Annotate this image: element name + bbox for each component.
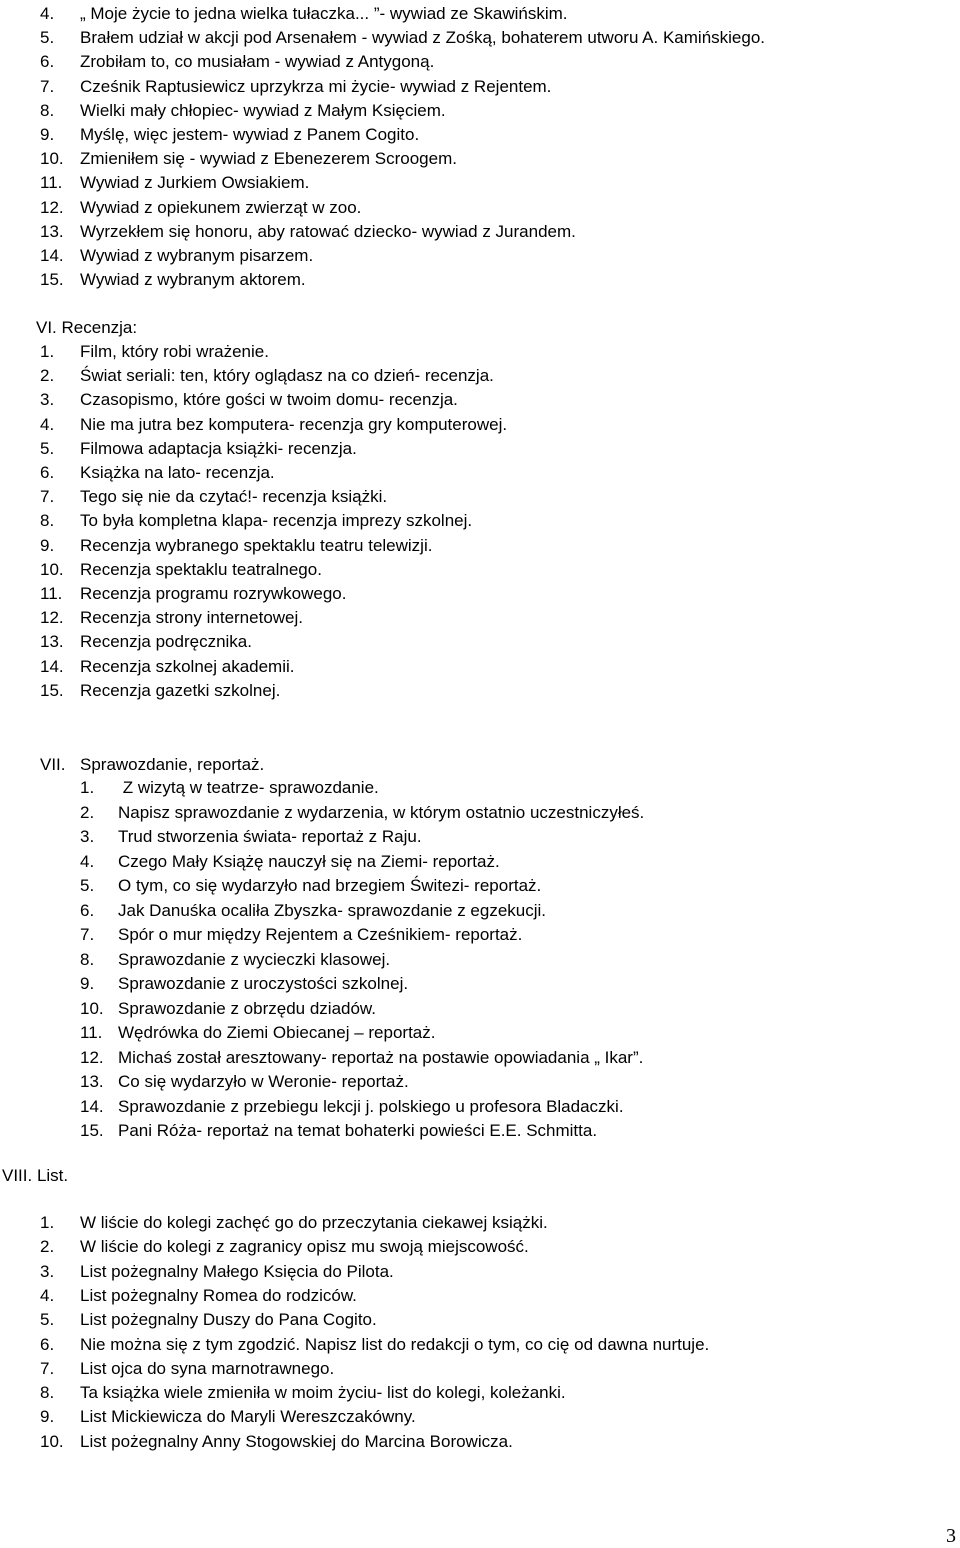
letter-topic-item <box>0 1432 960 1452</box>
review-topic-item-number: 7. <box>40 487 55 507</box>
report-topic-item <box>0 803 960 823</box>
interview-topic-item <box>0 222 960 242</box>
report-topic-item-number: 2. <box>80 802 95 822</box>
interview-topic-item-number: 4. <box>40 4 55 23</box>
interview-topic-item-text: Wywiad z Jurkiem Owsiakiem. <box>80 173 310 193</box>
letter-topic-item <box>0 1286 960 1306</box>
letter-topic-item-number: 2. <box>40 1237 55 1257</box>
report-topic-item-number: 12. <box>80 1047 104 1067</box>
letter-topic-item-text: Ta książka wiele zmieniła w moim życiu- list do kolegi, koleżanki. <box>80 1383 566 1403</box>
review-topic-item-text: Tego się nie da czytać!- recenzja książki. <box>80 487 388 507</box>
report-topic-item <box>0 901 960 921</box>
letter-topic-item <box>0 1213 960 1233</box>
interview-topic-item <box>0 125 960 145</box>
letter-topic-item <box>0 1310 960 1330</box>
report-topic-item-text: O tym, co się wydarzyło nad brzegiem Świtezi- reportaż. <box>118 876 542 895</box>
interview-topic-item-number: 15. <box>40 270 64 290</box>
review-topic-item-number: 14. <box>40 656 64 676</box>
report-topic-item-text: Z wizytą w teatrze- sprawozdanie. <box>118 778 379 797</box>
review-topic-item <box>0 608 960 628</box>
review-topic-item <box>0 342 960 362</box>
interview-topic-item-number: 13. <box>40 221 64 241</box>
review-topic-item-number: 6. <box>40 463 55 482</box>
review-topic-item-text: Recenzja wybranego spektaklu teatru telewizji. <box>80 535 433 555</box>
review-topic-item <box>0 439 960 459</box>
letter-topic-item-number: 6. <box>40 1334 55 1354</box>
report-topic-item <box>0 1121 960 1141</box>
report-topic-item-number: 5. <box>80 876 95 895</box>
letter-topic-item-text: List pożegnalny Romea do rodziców. <box>80 1285 357 1305</box>
section-vii-heading-title: Sprawozdanie, reportaż. <box>80 755 265 774</box>
interview-topic-item-text: Wywiad z wybranym aktorem. <box>80 270 306 290</box>
report-topic-item <box>0 876 960 896</box>
interview-topic-item-text: Myślę, więc jestem- wywiad z Panem Cogito. <box>80 125 420 144</box>
review-topic-item-text: Film, który robi wrażenie. <box>80 342 269 361</box>
report-topic-item-text: Michaś został aresztowany- reportaż na postawie opowiadania „ Ikar”. <box>118 1047 644 1067</box>
interview-topic-item <box>0 101 960 121</box>
letter-topic-item-number: 4. <box>40 1285 55 1305</box>
review-topic-item-number: 4. <box>40 414 55 434</box>
report-topic-item-number: 7. <box>80 925 95 944</box>
interview-topic-item-text: Cześnik Raptusiewicz uprzykrza mi życie- wywiad z Rejentem. <box>80 76 552 96</box>
letter-topic-item-number: 8. <box>40 1383 55 1403</box>
review-topic-item-number: 1. <box>40 342 55 361</box>
review-topic-item <box>0 366 960 386</box>
interview-topic-item-number: 8. <box>40 100 55 120</box>
review-topic-item <box>0 536 960 556</box>
letter-topic-item-text: Nie można się z tym zgodzić. Napisz list do redakcji o tym, co cię od dawna nurtuje. <box>80 1334 710 1354</box>
interview-topic-item-text: Wywiad z wybranym pisarzem. <box>80 246 314 265</box>
letter-topic-item-number: 3. <box>40 1261 55 1281</box>
interview-topic-item-text: Brałem udział w akcji pod Arsenałem - wywiad z Zośką, bohaterem utworu A. Kamińskiego. <box>80 28 766 48</box>
report-topic-item-text: Jak Danuśka ocaliła Zbyszka- sprawozdanie z egzekucji. <box>118 900 547 920</box>
report-topic-item <box>0 1023 960 1043</box>
review-topic-item <box>0 487 960 507</box>
letter-topic-item-number: 5. <box>40 1310 55 1330</box>
letter-topic-item-number: 9. <box>40 1407 55 1427</box>
review-topic-item-text: Recenzja podręcznika. <box>80 632 252 652</box>
report-topic-item-text: Co się wydarzyło w Weronie- reportaż. <box>118 1072 409 1091</box>
report-topic-item-text: Trud stworzenia świata- reportaż z Raju. <box>118 827 422 846</box>
letter-topic-item <box>0 1407 960 1427</box>
review-topic-item-number: 3. <box>40 390 55 410</box>
letter-topic-item-text: List pożegnalny Małego Księcia do Pilota. <box>80 1261 394 1281</box>
report-topic-item-text: Sprawozdanie z wycieczki klasowej. <box>118 949 391 969</box>
report-topic-item-number: 11. <box>80 1023 103 1042</box>
interview-topic-item-number: 12. <box>40 197 64 217</box>
review-topic-item <box>0 560 960 580</box>
letter-topic-item-text: W liście do kolegi z zagranicy opisz mu swoją miejscowość. <box>80 1237 529 1257</box>
interview-topic-item-text: Zrobiłam to, co musiałam - wywiad z Antygoną. <box>80 52 435 72</box>
review-topic-item-number: 2. <box>40 366 55 386</box>
report-topic-item <box>0 1048 960 1068</box>
review-topic-item <box>0 632 960 652</box>
report-topic-item-text: Sprawozdanie z uroczystości szkolnej. <box>118 974 409 993</box>
report-topic-item-number: 4. <box>80 851 95 871</box>
report-topic-item-number: 13. <box>80 1072 104 1091</box>
interview-topic-item <box>0 4 960 24</box>
review-topic-item-text: Recenzja szkolnej akademii. <box>80 656 295 676</box>
report-topic-item-text: Sprawozdanie z przebiegu lekcji j. polskiego u profesora Bladaczki. <box>118 1096 624 1116</box>
interview-topic-item-text: „ Moje życie to jedna wielka tułaczka... ”- wywiad ze Skawińskim. <box>80 4 568 23</box>
letter-topic-item-number: 7. <box>40 1358 55 1378</box>
report-topic-item-number: 15. <box>80 1121 104 1140</box>
report-topic-item-text: Napisz sprawozdanie z wydarzenia, w którym ostatnio uczestniczyłeś. <box>118 802 645 822</box>
report-topic-item-text: Wędrówka do Ziemi Obiecanej – reportaż. <box>118 1023 436 1042</box>
report-topic-item-number: 8. <box>80 949 95 969</box>
report-topic-item-number: 3. <box>80 827 95 846</box>
review-topic-item-text: Czasopismo, które gości w twoim domu- recenzja. <box>80 390 458 410</box>
interview-topic-item-number: 6. <box>40 52 55 72</box>
letter-topic-item <box>0 1262 960 1282</box>
report-topic-item <box>0 1072 960 1092</box>
letter-topic-item-text: List pożegnalny Duszy do Pana Cogito. <box>80 1310 377 1330</box>
interview-topic-item-number: 7. <box>40 76 55 96</box>
letter-topic-item <box>0 1335 960 1355</box>
interview-topic-item-text: Wyrzekłem się honoru, aby ratować dziecko- wywiad z Jurandem. <box>80 221 576 241</box>
interview-topic-item <box>0 77 960 97</box>
letter-topic-item-text: List pożegnalny Anny Stogowskiej do Marcina Borowicza. <box>80 1431 513 1451</box>
interview-topic-item <box>0 270 960 290</box>
report-topic-item-number: 10. <box>80 998 104 1018</box>
interview-topic-item-text: Wielki mały chłopiec- wywiad z Małym Księciem. <box>80 100 446 120</box>
review-topic-item-text: Recenzja spektaklu teatralnego. <box>80 559 322 579</box>
interview-topic-item-text: Zmieniłem się - wywiad z Ebenezerem Scroogem. <box>80 149 457 169</box>
review-topic-item-number: 5. <box>40 438 55 458</box>
letter-topic-item-number: 1. <box>40 1213 55 1232</box>
review-topic-item <box>0 681 960 701</box>
report-topic-item-number: 14. <box>80 1096 104 1116</box>
interview-topic-item <box>0 52 960 72</box>
interview-topic-item <box>0 198 960 218</box>
review-topic-item-number: 15. <box>40 680 64 700</box>
interview-topic-item <box>0 28 960 48</box>
report-topic-item-number: 1. <box>80 778 95 797</box>
letter-topic-item <box>0 1383 960 1403</box>
report-topic-item-text: Sprawozdanie z obrzędu dziadów. <box>118 998 376 1018</box>
report-topic-item <box>0 1097 960 1117</box>
letter-topic-item <box>0 1237 960 1257</box>
review-topic-item-number: 8. <box>40 511 55 531</box>
report-topic-item-text: Spór o mur między Rejentem a Cześnikiem- reportaż. <box>118 925 523 944</box>
review-topic-item-text: Recenzja strony internetowej. <box>80 608 304 628</box>
interview-topic-item-number: 11. <box>40 173 63 193</box>
review-topic-item-number: 10. <box>40 559 64 579</box>
interview-topic-item-number: 10. <box>40 149 64 169</box>
review-topic-item-text: To była kompletna klapa- recenzja imprezy szkolnej. <box>80 511 473 531</box>
review-topic-item-number: 13. <box>40 632 64 652</box>
review-topic-item <box>0 584 960 604</box>
interview-topic-item <box>0 173 960 193</box>
review-topic-item-text: Świat seriali: ten, który oglądasz na co dzień- recenzja. <box>80 366 494 386</box>
report-topic-item <box>0 852 960 872</box>
review-topic-item-number: 9. <box>40 535 55 555</box>
page-number: 3 <box>946 1525 956 1547</box>
letter-topic-item-number: 10. <box>40 1431 64 1451</box>
report-topic-item-number: 6. <box>80 900 95 920</box>
section-viii-heading: VIII. List. <box>2 1166 69 1185</box>
review-topic-item <box>0 390 960 410</box>
letter-topic-item-text: W liście do kolegi zachęć go do przeczytania ciekawej książki. <box>80 1213 548 1232</box>
letter-topic-item-text: List Mickiewicza do Maryli Wereszczakówny. <box>80 1407 416 1427</box>
review-topic-item-number: 11. <box>40 584 63 603</box>
review-topic-item <box>0 511 960 531</box>
review-topic-item-text: Recenzja programu rozrywkowego. <box>80 584 347 603</box>
section-vi-heading: VI. Recenzja: <box>36 318 138 337</box>
interview-topic-item-number: 9. <box>40 125 55 144</box>
report-topic-item <box>0 999 960 1019</box>
review-topic-item-text: Książka na lato- recenzja. <box>80 463 275 482</box>
report-topic-item-text: Czego Mały Książę nauczył się na Ziemi- reportaż. <box>118 851 500 871</box>
report-topic-item <box>0 827 960 847</box>
report-topic-item-text: Pani Róża- reportaż na temat bohaterki powieści E.E. Schmitta. <box>118 1121 598 1140</box>
report-topic-item <box>0 925 960 945</box>
review-topic-item-text: Nie ma jutra bez komputera- recenzja gry komputerowej. <box>80 414 508 434</box>
letter-topic-item <box>0 1359 960 1379</box>
interview-topic-item-text: Wywiad z opiekunem zwierząt w zoo. <box>80 197 362 217</box>
interview-topic-item <box>0 149 960 169</box>
interview-topic-item <box>0 246 960 266</box>
letter-topic-item-text: List ojca do syna marnotrawnego. <box>80 1358 335 1378</box>
review-topic-item-text: Filmowa adaptacja książki- recenzja. <box>80 438 357 458</box>
report-topic-item-number: 9. <box>80 974 95 993</box>
interview-topic-item-number: 5. <box>40 28 55 48</box>
review-topic-item <box>0 463 960 483</box>
review-topic-item <box>0 415 960 435</box>
review-topic-item-text: Recenzja gazetki szkolnej. <box>80 680 281 700</box>
review-topic-item <box>0 657 960 677</box>
interview-topic-item-number: 14. <box>40 246 64 265</box>
review-topic-item-number: 12. <box>40 608 64 628</box>
section-vii-heading-number: VII. <box>40 755 66 774</box>
report-topic-item <box>0 778 960 798</box>
report-topic-item <box>0 950 960 970</box>
report-topic-item <box>0 974 960 994</box>
